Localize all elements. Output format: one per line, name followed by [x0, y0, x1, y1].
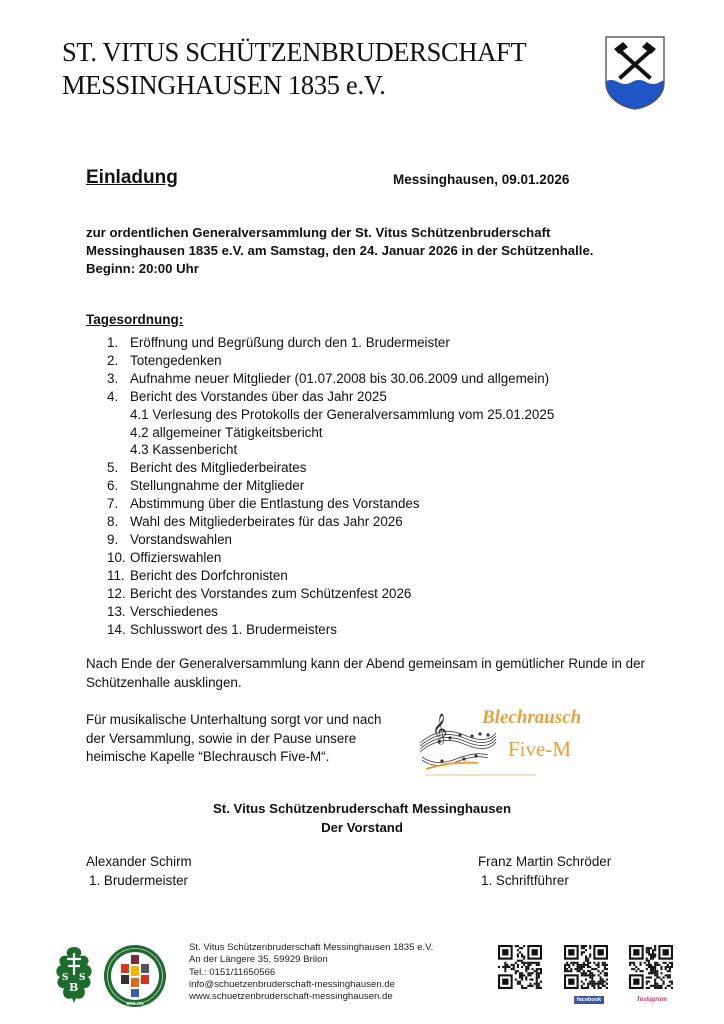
agenda-item-text: Eröffnung und Begrüßung durch den 1. Brudermeister [130, 335, 450, 350]
agenda-item [107, 352, 607, 370]
svg-text:𝄞: 𝄞 [432, 714, 448, 744]
band-logo [416, 705, 586, 777]
agenda-item-number: 11. [107, 567, 125, 583]
invitation-intro [86, 224, 646, 278]
agenda-item-text: 4.2 allgemeiner Tätigkeitsbericht [130, 424, 323, 440]
music-line: heimische Kapelle “Blechrausch Five-M“. [86, 749, 330, 764]
start-time: Beginn: 20:00 Uhr [86, 261, 199, 276]
title-line-2: MESSINGHAUSEN 1835 e.V. [62, 70, 386, 100]
signatory-role: 1. Brudermeister [89, 873, 188, 888]
agenda-item [107, 531, 607, 549]
agenda-item [107, 513, 607, 531]
svg-text:S: S [79, 973, 86, 983]
agenda-item-text: Bericht des Dorfchronisten [130, 567, 288, 583]
svg-text:S: S [62, 973, 69, 983]
signatory-name: Franz Martin Schröder [478, 854, 612, 869]
signatory-role: 1. Schriftführer [481, 873, 569, 888]
agenda-item-number: 3. [107, 370, 119, 386]
agenda-item-text: Offizierswahlen [130, 549, 222, 565]
signoff-board: Der Vorstand [321, 820, 403, 835]
footer-phone: Tel.: 0151/11650566 [189, 966, 276, 978]
qr-code-icon[interactable] [629, 945, 673, 989]
agenda-subitem [107, 441, 607, 459]
svg-text:B: B [69, 981, 79, 994]
agenda-item-text: Vorstandswahlen [130, 531, 232, 547]
agenda-item-number: 6. [107, 478, 119, 494]
agenda-item [107, 477, 607, 495]
agenda-item [107, 370, 607, 388]
band-logo-name: Blechrausch [482, 707, 582, 728]
signature-block [86, 852, 192, 890]
agenda-item-text: 4.3 Kassenbericht [130, 442, 238, 458]
agenda-item-number: 7. [107, 496, 119, 512]
facebook-label: facebook [574, 996, 604, 1004]
agenda-item-text: Stellungnahme der Mitglieder [130, 478, 305, 494]
svg-text:BRILON: BRILON [126, 1001, 144, 1006]
crossed-hammers-crest-icon [604, 35, 666, 111]
closing-paragraph [86, 655, 666, 692]
brilon-schuetzenbund-seal-icon [103, 944, 167, 1008]
agenda-item-number: 4. [107, 388, 119, 404]
agenda-subitem [107, 424, 607, 442]
agenda-item-text: Schlusswort des 1. Brudermeisters [130, 621, 337, 637]
place-and-date: Messinghausen, 09.01.2026 [393, 172, 570, 187]
instagram-label: Instagram [637, 995, 667, 1003]
agenda-list [107, 334, 607, 638]
closing-line: Nach Ende der Generalversammlung kann der Abend gemeinsam in gemütlicher Runde in der [86, 656, 645, 671]
agenda-item-text: Wahl des Mitgliederbeirates für das Jahr 2026 [130, 514, 403, 530]
agenda-item-text: Bericht des Vorstandes zum Schützenfest 2026 [130, 585, 412, 601]
footer-email[interactable]: info@schuetzenbruderschaft-messinghausen.de [189, 978, 395, 990]
agenda-item [107, 621, 607, 639]
invitation-title: Einladung [86, 167, 178, 188]
agenda-item-text: 4.1 Verlesung des Protokolls der Generalversammlung vom 25.01.2025 [130, 406, 555, 422]
music-line: Für musikalische Unterhaltung sorgt vor und nach [86, 712, 382, 727]
agenda-item [107, 459, 607, 477]
qr-code-icon[interactable] [564, 945, 608, 989]
footer-organization: St. Vitus Schützenbruderschaft Messinghausen 1835 e.V. [189, 942, 434, 953]
agenda-item-number: 1. [107, 335, 119, 350]
agenda-subitem [107, 406, 607, 424]
agenda-item-number: 2. [107, 352, 119, 368]
organization-title [62, 36, 526, 102]
music-paragraph [86, 711, 406, 767]
agenda-item-text: Bericht des Vorstandes über das Jahr 2025 [130, 388, 387, 404]
agenda-heading: Tagesordnung: [86, 312, 184, 327]
signoff-organization: St. Vitus Schützenbruderschaft Messinghausen [213, 801, 511, 816]
agenda-item [107, 549, 607, 567]
signoff [0, 799, 724, 837]
agenda-item-number: 9. [107, 531, 119, 547]
agenda-item [107, 495, 607, 513]
agenda-item-number: 10. [107, 549, 126, 565]
agenda-item-number: 14. [107, 621, 126, 637]
signatory-name: Alexander Schirm [86, 854, 192, 869]
title-line-1: ST. VITUS SCHÜTZENBRUDERSCHAFT [62, 37, 527, 67]
footer-contact [189, 942, 433, 1003]
agenda-item-number: 5. [107, 460, 119, 476]
signature-block [478, 852, 611, 890]
agenda-item [107, 603, 607, 621]
music-line: der Versammlung, sowie in der Pause unsere [86, 730, 357, 746]
qr-code-icon[interactable] [498, 945, 542, 989]
footer-address: An der Längere 35, 59929 Brilon [189, 954, 328, 966]
agenda-item-text: Totengedenken [130, 352, 222, 368]
agenda-item-text: Verschiedenes [130, 603, 218, 619]
footer-website[interactable]: www.schuetzenbruderschaft-messinghausen.de [189, 991, 393, 1003]
agenda-item-text: Bericht des Mitgliederbeirates [130, 460, 307, 476]
intro-line: zur ordentlichen Generalversammlung der St. Vitus Schützenbruderschaft [86, 225, 551, 240]
agenda-item-text: Aufnahme neuer Mitglieder (01.07.2008 bis 30.06.2009 und allgemein) [130, 370, 550, 386]
agenda-item [107, 567, 607, 585]
agenda-item-number: 12. [107, 585, 126, 601]
ssb-oak-leaf-logo-icon [53, 945, 95, 1005]
agenda-item-number: 8. [107, 514, 119, 530]
agenda-item [107, 334, 607, 352]
agenda-item [107, 585, 607, 603]
band-logo-subtitle: Five-M [508, 737, 571, 761]
agenda-item-text: Abstimmung über die Entlastung des Vorstandes [130, 496, 420, 512]
agenda-item-number: 13. [107, 603, 126, 619]
closing-line: Schützenhalle ausklingen. [86, 674, 242, 690]
intro-line: Messinghausen 1835 e.V. am Samstag, den 24. Januar 2026 in der Schützenhalle. [86, 243, 594, 258]
agenda-item [107, 388, 607, 406]
